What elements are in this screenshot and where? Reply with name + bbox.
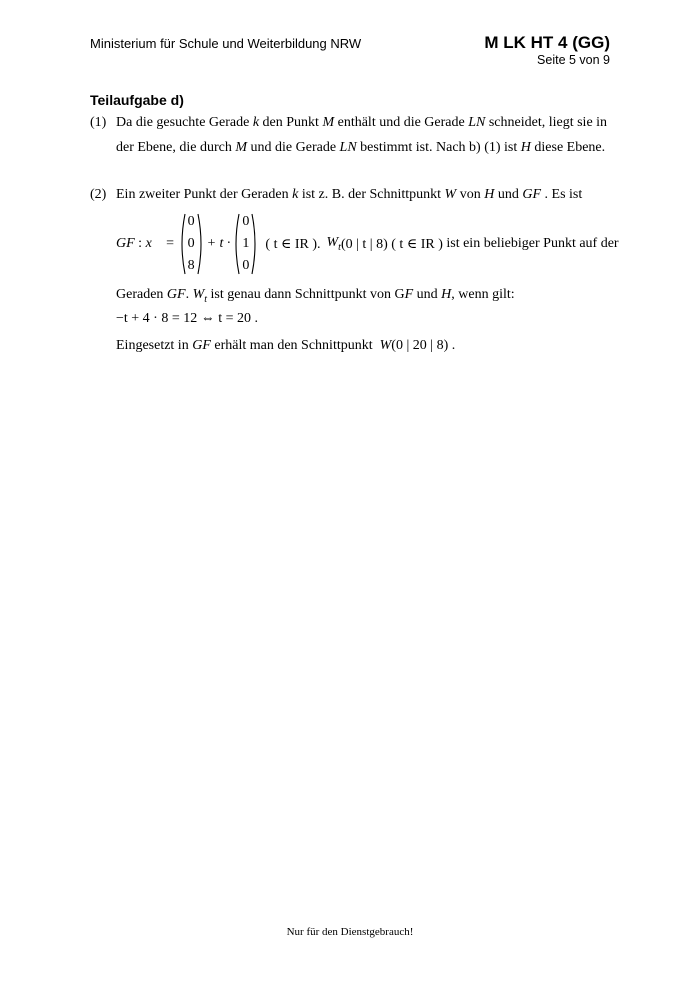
part1-line2: der Ebene, die durch M und die Gerade LN bestimmt ist. Nach b) (1) ist H diese Ebene. [116, 140, 606, 155]
eq-plus-t: + t · [206, 236, 231, 251]
part1-line1: Da die gesuchte Gerade k den Punkt M enthält und die Gerade LN schneidet, liegt sie in [116, 115, 608, 130]
eq-vector-x: x⃗ [145, 236, 163, 251]
header-exam-code: M LK HT 4 (GG) [484, 33, 610, 52]
eq-colon: : [134, 236, 146, 251]
part2-line5: Eingesetzt in GF erhält man den Schnittpunkt W(0 | 20 | 8) . [116, 338, 456, 353]
eq-point: $W_t$ [326, 235, 341, 253]
left-paren-icon [233, 213, 240, 275]
eq-point-coords: (0 | t | 8) ( t ∈ IR ) [340, 236, 443, 252]
eq-param: ( t ∈ IR ). [265, 236, 321, 252]
part2-line1: Ein zweiter Punkt der Geraden k ist z. B. der Schnittpunkt W von H und GF . Es ist [116, 187, 583, 202]
line-equation [116, 213, 619, 275]
direction-y: 1 [242, 236, 250, 251]
eq-tail: ist ein beliebiger Punkt auf der [442, 236, 619, 251]
direction-vector [233, 211, 258, 277]
part2-number: (2) [90, 187, 107, 202]
left-paren-icon [179, 213, 186, 275]
header-ministry: Ministerium für Schule und Weiterbildung NRW [90, 36, 362, 51]
part1-number: (1) [90, 115, 107, 130]
eq-lhs: GF [116, 236, 135, 251]
support-vector [179, 211, 204, 277]
part2-line3: Geraden GF. $W_t$ ist genau dann Schnittpunkt von GF und H, wenn gilt: [116, 287, 515, 305]
support-x: 0 [187, 214, 195, 229]
section-title: Teilaufgabe d) [90, 92, 184, 108]
direction-z: 0 [242, 258, 250, 273]
part2-line4: −t + 4 · 8 = 12 ⇔ t = 20 . [116, 311, 259, 326]
direction-x: 0 [242, 214, 250, 229]
right-paren-icon [251, 213, 258, 275]
footer-note: Nur für den Dienstgebrauch! [286, 926, 414, 938]
support-z: 8 [187, 258, 195, 273]
eq-equals: = [162, 236, 178, 251]
support-y: 0 [187, 236, 195, 251]
header-page-number: Seite 5 von 9 [537, 53, 610, 67]
right-paren-icon [197, 213, 204, 275]
